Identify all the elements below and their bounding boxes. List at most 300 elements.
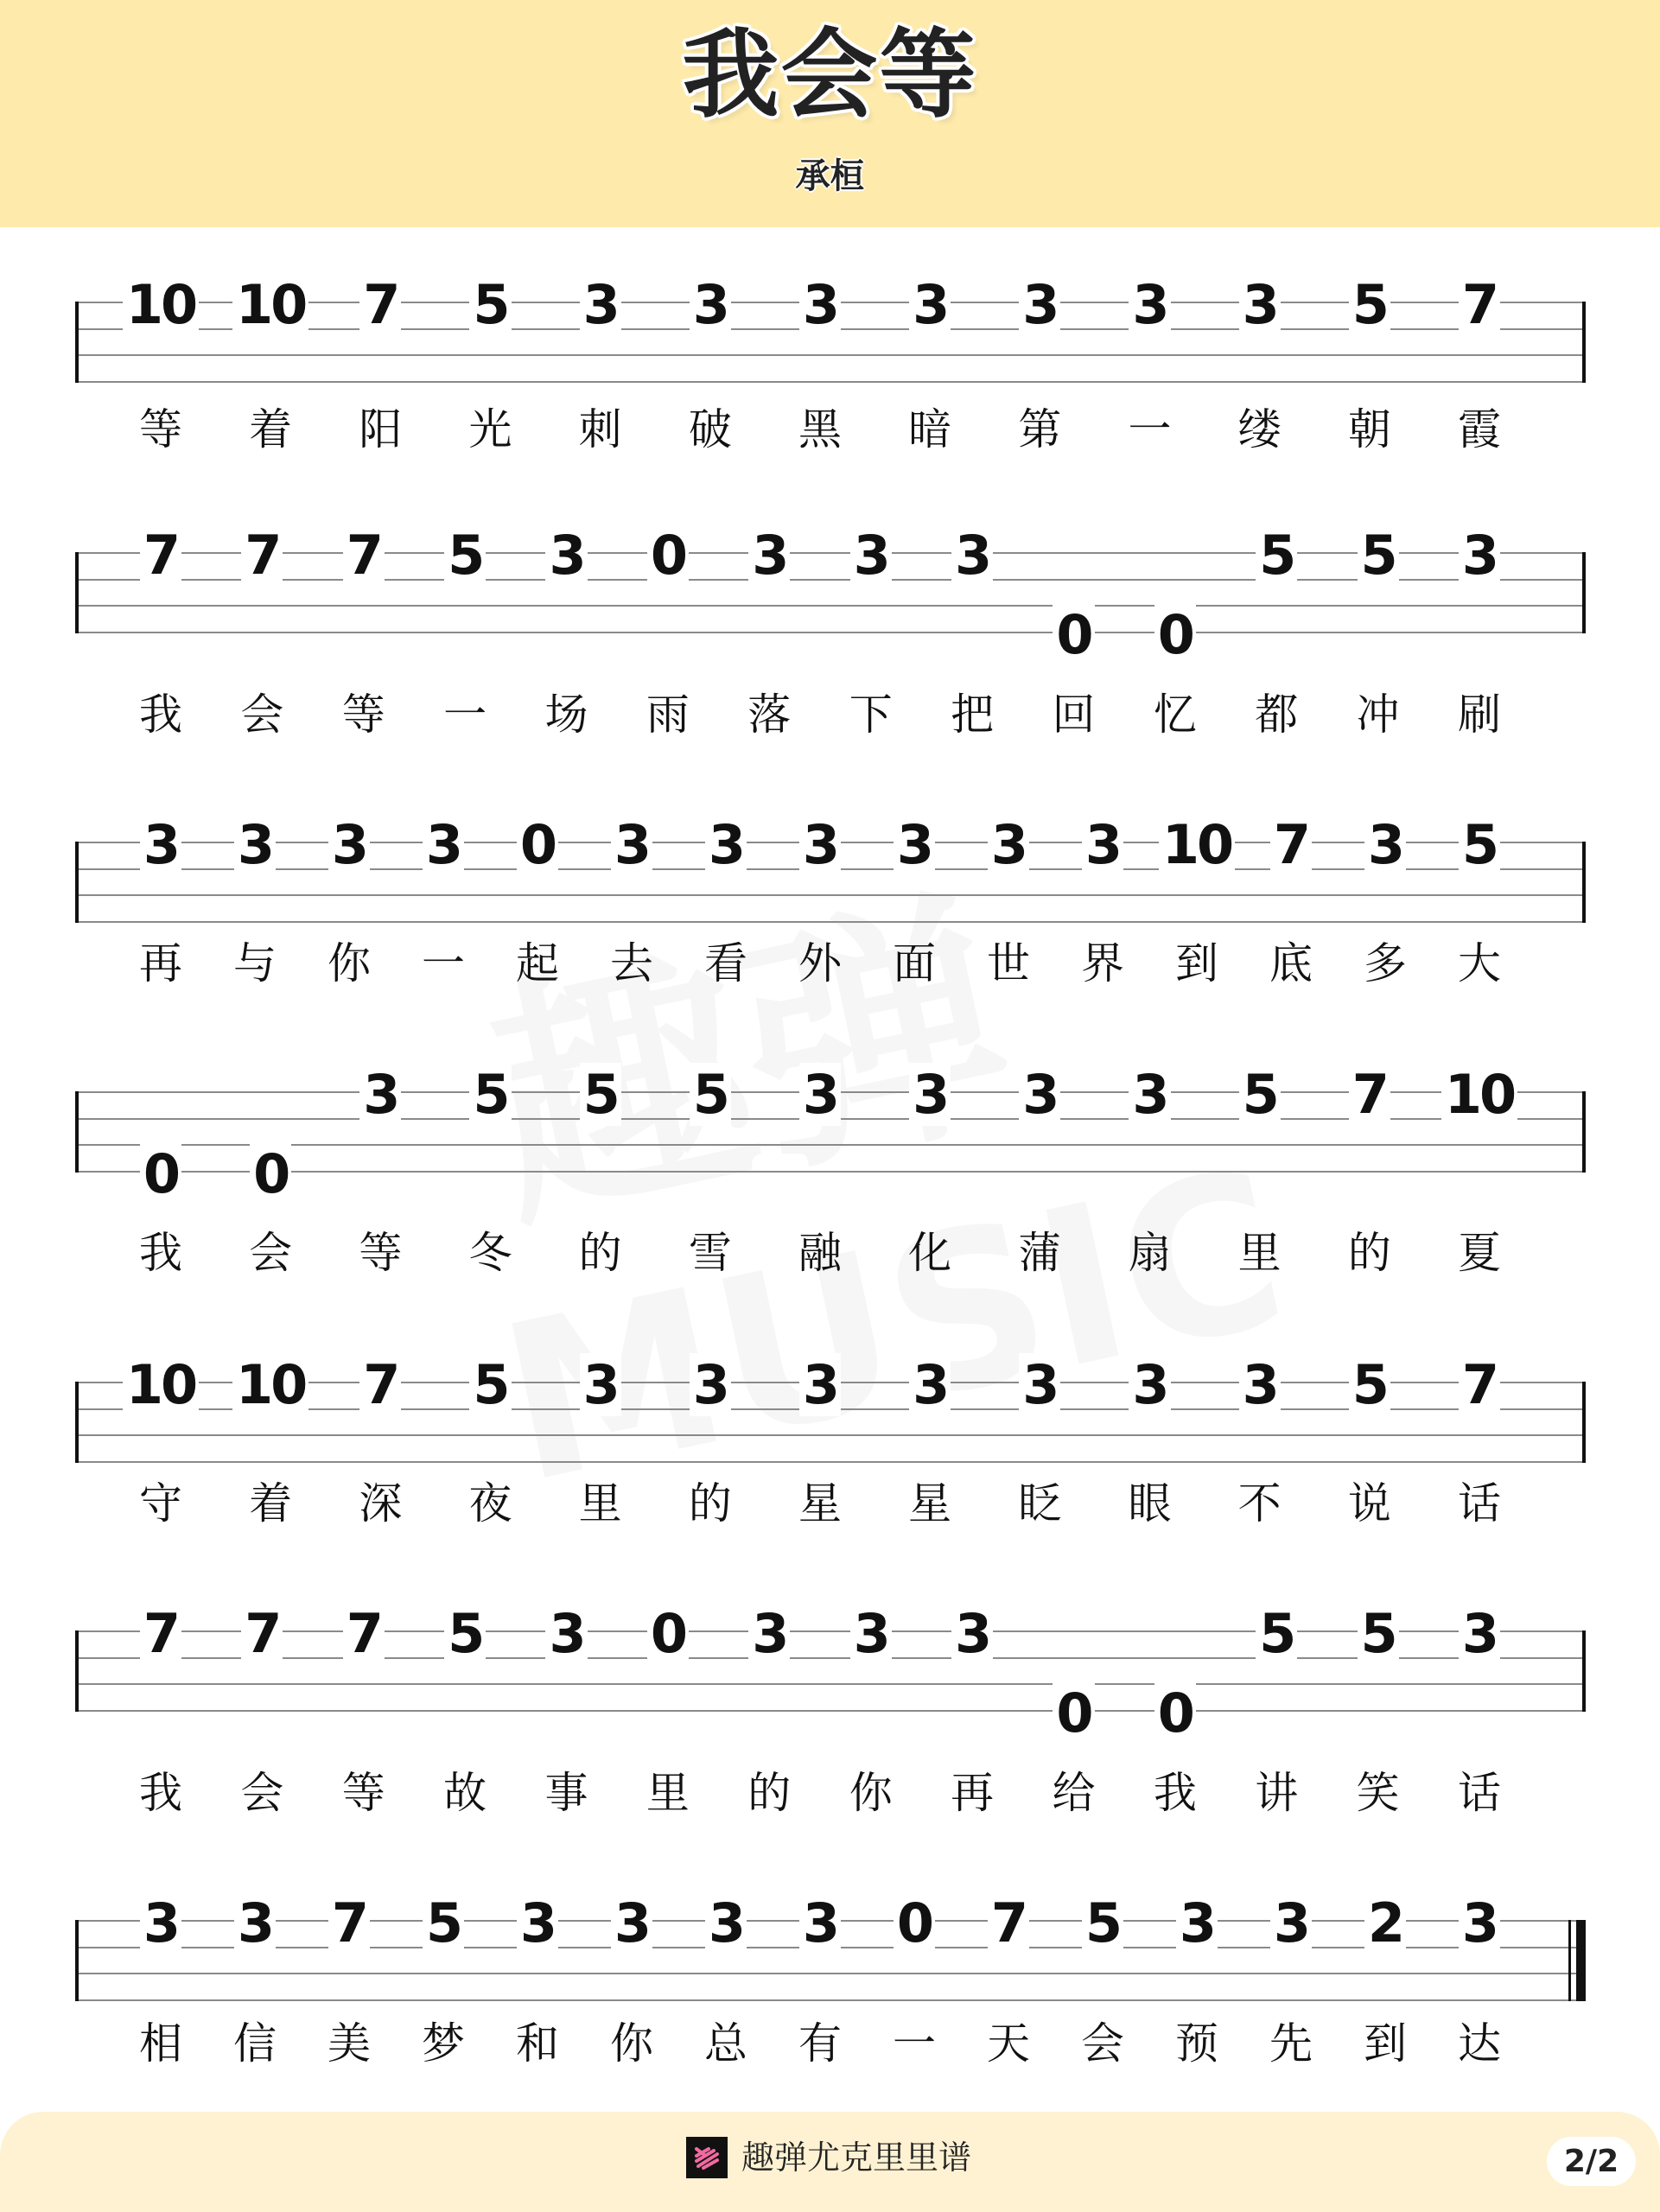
fret-number: 0 bbox=[894, 1891, 935, 1955]
tab-note bbox=[1001, 1353, 1078, 1416]
lyric-char: 把 bbox=[951, 690, 995, 740]
fret-number: 3 bbox=[234, 813, 276, 876]
tab-note bbox=[1331, 273, 1409, 336]
lyric-char: 夜 bbox=[468, 1478, 512, 1529]
lyric-char: 话 bbox=[1458, 1768, 1501, 1818]
lyric-char: 会 bbox=[249, 1228, 293, 1278]
tab-note bbox=[232, 1141, 309, 1205]
lyric-char: 雪 bbox=[688, 1228, 732, 1278]
tab-note bbox=[310, 813, 388, 876]
tab-note bbox=[426, 1602, 504, 1665]
lyric-char: 再 bbox=[139, 938, 182, 988]
lyric-char: 总 bbox=[704, 2018, 747, 2069]
fret-number: 7 bbox=[241, 524, 283, 587]
lyric-char: 光 bbox=[468, 404, 512, 454]
lyric-char: 多 bbox=[1364, 938, 1407, 988]
fret-number: 5 bbox=[1358, 524, 1399, 587]
staff-line bbox=[77, 1710, 1584, 1712]
tab-note bbox=[1111, 273, 1189, 336]
tab-note bbox=[891, 1063, 969, 1126]
watermark-text-bottom bbox=[484, 1122, 1304, 1531]
fret-number: 7 bbox=[343, 1602, 385, 1665]
tab-note bbox=[122, 1891, 200, 1955]
lyric-char: 会 bbox=[240, 690, 284, 740]
lyric-char: 眼 bbox=[1128, 1478, 1172, 1529]
lyric-char: 一 bbox=[1128, 404, 1172, 454]
lyric-char: 我 bbox=[139, 1228, 182, 1278]
tab-note bbox=[687, 813, 765, 876]
tab-note bbox=[122, 1353, 200, 1416]
tab-note bbox=[1331, 1353, 1409, 1416]
lyric-char: 相 bbox=[139, 2018, 182, 2069]
lyric-char: 事 bbox=[544, 1768, 588, 1818]
staff-line bbox=[77, 1144, 1584, 1146]
lyric-char: 夏 bbox=[1458, 1228, 1501, 1278]
lyric-char: 我 bbox=[1153, 1768, 1197, 1818]
tab-note bbox=[122, 273, 200, 336]
fret-number: 3 bbox=[909, 273, 951, 336]
lyric-char: 信 bbox=[233, 2018, 277, 2069]
fret-number: 7 bbox=[359, 273, 401, 336]
lyric-char: 故 bbox=[443, 1768, 487, 1818]
fret-number: 3 bbox=[611, 813, 652, 876]
tab-note bbox=[781, 1353, 859, 1416]
lyric-char: 下 bbox=[849, 690, 893, 740]
lyric-char: 说 bbox=[1347, 1478, 1391, 1529]
tab-note bbox=[122, 524, 200, 587]
tab-note bbox=[232, 273, 309, 336]
fret-number: 3 bbox=[1019, 273, 1060, 336]
lyric-char: 天 bbox=[987, 2018, 1030, 2069]
lyric-char: 破 bbox=[688, 404, 732, 454]
lyric-char: 再 bbox=[951, 1768, 995, 1818]
fret-number: 5 bbox=[1358, 1602, 1399, 1665]
barline-left bbox=[75, 302, 79, 383]
lyric-char: 你 bbox=[849, 1768, 893, 1818]
fret-number: 5 bbox=[444, 524, 486, 587]
tab-note bbox=[1441, 1063, 1518, 1126]
tab-note bbox=[122, 1141, 200, 1205]
lyric-char: 里 bbox=[646, 1768, 690, 1818]
fret-number: 3 bbox=[705, 813, 747, 876]
lyric-char: 不 bbox=[1237, 1478, 1282, 1529]
tab-note bbox=[933, 1602, 1011, 1665]
fret-number: 3 bbox=[1239, 273, 1281, 336]
fret-number: 3 bbox=[140, 813, 181, 876]
lyric-char: 你 bbox=[610, 2018, 653, 2069]
tab-note bbox=[452, 1353, 530, 1416]
tab-note bbox=[1001, 1063, 1078, 1126]
fret-number: 0 bbox=[140, 1142, 181, 1205]
lyric-char: 与 bbox=[233, 938, 277, 988]
lyric-char: 一 bbox=[893, 2018, 936, 2069]
tab-note bbox=[452, 1063, 530, 1126]
fret-number: 3 bbox=[894, 813, 935, 876]
tab-note bbox=[832, 1602, 910, 1665]
fret-number: 3 bbox=[517, 1891, 558, 1955]
fret-number: 5 bbox=[444, 1602, 486, 1665]
tab-note bbox=[1064, 813, 1142, 876]
tab-note bbox=[1331, 1063, 1409, 1126]
lyric-char: 外 bbox=[798, 938, 842, 988]
fret-number: 3 bbox=[423, 813, 464, 876]
fret-number: 3 bbox=[690, 273, 731, 336]
lyric-char: 深 bbox=[359, 1478, 403, 1529]
lyric-char: 的 bbox=[688, 1478, 732, 1529]
fret-number: 7 bbox=[343, 524, 385, 587]
tab-note bbox=[1034, 602, 1112, 666]
tab-note bbox=[1346, 1891, 1424, 1955]
tab-note bbox=[562, 1063, 639, 1126]
tab-note bbox=[122, 813, 200, 876]
tab-note bbox=[1237, 1602, 1315, 1665]
fret-number: 3 bbox=[1019, 1353, 1060, 1416]
fret-number: 3 bbox=[359, 1063, 401, 1126]
lyric-char: 到 bbox=[1364, 2018, 1407, 2069]
tab-note bbox=[1064, 1891, 1142, 1955]
lyric-char: 讲 bbox=[1255, 1768, 1299, 1818]
lyric-char: 达 bbox=[1458, 2018, 1501, 2069]
fret-number: 3 bbox=[580, 273, 621, 336]
lyric-char: 黑 bbox=[798, 404, 842, 454]
lyric-char: 都 bbox=[1255, 690, 1299, 740]
fret-number: 5 bbox=[1256, 524, 1297, 587]
lyric-char: 星 bbox=[798, 1478, 842, 1529]
barline-left bbox=[75, 1091, 79, 1173]
lyric-char: 起 bbox=[516, 938, 559, 988]
tab-note bbox=[528, 524, 606, 587]
tab-note bbox=[325, 524, 403, 587]
tab-note bbox=[1111, 1353, 1189, 1416]
fret-number: 3 bbox=[1082, 813, 1123, 876]
tab-note bbox=[671, 1063, 749, 1126]
fret-number: 5 bbox=[1256, 1602, 1297, 1665]
tab-note bbox=[781, 273, 859, 336]
lyric-char: 的 bbox=[578, 1228, 622, 1278]
tab-note bbox=[216, 1891, 294, 1955]
tab-note bbox=[687, 1891, 765, 1955]
fret-number: 0 bbox=[1154, 603, 1196, 666]
fret-number: 5 bbox=[1082, 1891, 1123, 1955]
lyric-char: 暗 bbox=[908, 404, 952, 454]
fret-number: 3 bbox=[850, 1602, 892, 1665]
lyric-char: 融 bbox=[798, 1228, 842, 1278]
lyric-char: 守 bbox=[139, 1478, 182, 1529]
lyric-char: 先 bbox=[1269, 2018, 1313, 2069]
fret-number: 3 bbox=[234, 1891, 276, 1955]
fret-number: 5 bbox=[469, 1353, 511, 1416]
tab-note bbox=[1237, 524, 1315, 587]
lyric-char: 美 bbox=[328, 2018, 371, 2069]
tab-note bbox=[216, 813, 294, 876]
fret-number: 0 bbox=[1154, 1681, 1196, 1745]
fret-number: 3 bbox=[1239, 1353, 1281, 1416]
song-title: 我会等 bbox=[682, 19, 978, 131]
staff-line bbox=[77, 381, 1584, 383]
lyric-char: 我 bbox=[139, 690, 182, 740]
fret-number: 3 bbox=[748, 1602, 790, 1665]
fret-number: 7 bbox=[1270, 813, 1312, 876]
tab-note bbox=[528, 1602, 606, 1665]
fret-number: 7 bbox=[328, 1891, 370, 1955]
lyric-char: 蒲 bbox=[1018, 1228, 1062, 1278]
tab-note bbox=[671, 1353, 749, 1416]
lyric-char: 和 bbox=[516, 2018, 559, 2069]
barline-right bbox=[1582, 1382, 1586, 1463]
tab-note bbox=[232, 1353, 309, 1416]
lyric-char: 给 bbox=[1052, 1768, 1096, 1818]
fret-number: 0 bbox=[250, 1142, 291, 1205]
fret-number: 5 bbox=[690, 1063, 731, 1126]
fret-number: 10 bbox=[1159, 813, 1235, 876]
fret-number: 3 bbox=[951, 1602, 993, 1665]
lyric-char: 刷 bbox=[1458, 690, 1501, 740]
tab-note bbox=[730, 1602, 808, 1665]
tab-note bbox=[629, 524, 707, 587]
staff-line bbox=[77, 1683, 1584, 1685]
tab-note bbox=[562, 273, 639, 336]
final-barline-thick bbox=[1576, 1920, 1586, 2001]
tab-note bbox=[404, 1891, 482, 1955]
fret-number: 3 bbox=[1459, 1891, 1500, 1955]
lyric-char: 冲 bbox=[1356, 690, 1400, 740]
fret-number: 10 bbox=[123, 273, 199, 336]
tab-note bbox=[1111, 1063, 1189, 1126]
fret-number: 5 bbox=[1349, 1353, 1390, 1416]
lyric-char: 一 bbox=[443, 690, 487, 740]
lyric-char: 第 bbox=[1018, 404, 1062, 454]
fret-number: 3 bbox=[690, 1353, 731, 1416]
lyric-char: 等 bbox=[359, 1228, 403, 1278]
fret-number: 5 bbox=[469, 1063, 511, 1126]
fret-number: 7 bbox=[359, 1353, 401, 1416]
tab-note bbox=[781, 813, 859, 876]
tab-note bbox=[1001, 273, 1078, 336]
fret-number: 5 bbox=[1459, 813, 1500, 876]
lyric-char: 等 bbox=[139, 404, 182, 454]
lyric-char: 去 bbox=[610, 938, 653, 988]
fret-number: 3 bbox=[1364, 813, 1406, 876]
staff-line bbox=[77, 632, 1584, 633]
staff-line bbox=[77, 894, 1584, 896]
tab-note bbox=[1136, 1681, 1214, 1745]
fret-number: 3 bbox=[799, 813, 841, 876]
barline-right bbox=[1582, 1630, 1586, 1712]
fret-number: 3 bbox=[705, 1891, 747, 1955]
fret-number: 3 bbox=[799, 1353, 841, 1416]
staff-line bbox=[77, 1461, 1584, 1463]
fret-number: 3 bbox=[1019, 1063, 1060, 1126]
fret-number: 3 bbox=[140, 1891, 181, 1955]
tab-note bbox=[341, 1353, 419, 1416]
fret-number: 3 bbox=[1459, 524, 1500, 587]
tab-note bbox=[1221, 1353, 1299, 1416]
fret-number: 7 bbox=[140, 1602, 181, 1665]
staff-line bbox=[77, 1434, 1584, 1436]
barline-right bbox=[1582, 302, 1586, 383]
tab-note bbox=[970, 1891, 1047, 1955]
tab-note bbox=[875, 1891, 953, 1955]
fret-number: 5 bbox=[580, 1063, 621, 1126]
fret-number: 0 bbox=[1053, 603, 1094, 666]
lyric-char: 忆 bbox=[1153, 690, 1197, 740]
tab-note bbox=[671, 273, 749, 336]
fret-number: 3 bbox=[328, 813, 370, 876]
tab-note bbox=[933, 524, 1011, 587]
tab-note bbox=[426, 524, 504, 587]
fret-number: 3 bbox=[799, 1063, 841, 1126]
tab-note bbox=[499, 813, 576, 876]
lyric-char: 等 bbox=[341, 690, 385, 740]
tab-note bbox=[1441, 273, 1518, 336]
fret-number: 5 bbox=[1349, 273, 1390, 336]
tab-note bbox=[1252, 1891, 1330, 1955]
tab-note bbox=[452, 273, 530, 336]
fret-number: 3 bbox=[799, 273, 841, 336]
fret-number: 3 bbox=[909, 1063, 951, 1126]
fret-number: 3 bbox=[1176, 1891, 1218, 1955]
barline-left bbox=[75, 1920, 79, 2001]
lyric-char: 大 bbox=[1458, 938, 1501, 988]
lyric-char: 里 bbox=[578, 1478, 622, 1529]
lyric-char: 星 bbox=[908, 1478, 952, 1529]
tab-note bbox=[629, 1602, 707, 1665]
fret-number: 7 bbox=[1459, 1353, 1500, 1416]
tab-note bbox=[730, 524, 808, 587]
fret-number: 0 bbox=[1053, 1681, 1094, 1745]
lyric-char: 我 bbox=[139, 1768, 182, 1818]
tab-note bbox=[499, 1891, 576, 1955]
final-barline-thin bbox=[1568, 1920, 1571, 2001]
lyric-char: 等 bbox=[341, 1768, 385, 1818]
lyric-char: 场 bbox=[544, 690, 588, 740]
barline-left bbox=[75, 1382, 79, 1463]
tab-note bbox=[593, 813, 671, 876]
tab-note bbox=[1221, 273, 1299, 336]
lyric-char: 看 bbox=[704, 938, 747, 988]
tab-note bbox=[781, 1891, 859, 1955]
tab-note bbox=[562, 1353, 639, 1416]
lyric-char: 雨 bbox=[646, 690, 690, 740]
quditan-logo-icon bbox=[686, 2137, 728, 2178]
header-banner bbox=[0, 0, 1660, 227]
barline-left bbox=[75, 842, 79, 923]
tab-note bbox=[1339, 1602, 1417, 1665]
tab-note bbox=[325, 1602, 403, 1665]
lyric-char: 的 bbox=[1347, 1228, 1391, 1278]
fret-number: 5 bbox=[1239, 1063, 1281, 1126]
tab-note bbox=[122, 1602, 200, 1665]
lyric-char: 化 bbox=[908, 1228, 952, 1278]
lyric-char: 回 bbox=[1052, 690, 1096, 740]
fret-number: 10 bbox=[232, 1353, 308, 1416]
tab-note bbox=[1441, 524, 1518, 587]
tab-note bbox=[1441, 1891, 1518, 1955]
lyric-char: 着 bbox=[249, 404, 293, 454]
fret-number: 5 bbox=[469, 273, 511, 336]
fret-number: 7 bbox=[1349, 1063, 1390, 1126]
tab-note bbox=[223, 524, 301, 587]
lyric-char: 梦 bbox=[422, 2018, 465, 2069]
fret-number: 0 bbox=[517, 813, 558, 876]
tab-note bbox=[1221, 1063, 1299, 1126]
tab-note bbox=[1034, 1681, 1112, 1745]
lyric-char: 有 bbox=[798, 2018, 842, 2069]
lyric-char: 到 bbox=[1175, 938, 1218, 988]
barline-right bbox=[1582, 552, 1586, 633]
fret-number: 3 bbox=[1129, 273, 1170, 336]
footer-bar bbox=[0, 2112, 1660, 2212]
lyric-char: 冬 bbox=[468, 1228, 512, 1278]
fret-number: 3 bbox=[580, 1353, 621, 1416]
fret-number: 3 bbox=[850, 524, 892, 587]
fret-number: 3 bbox=[799, 1891, 841, 1955]
lyric-char: 会 bbox=[240, 1768, 284, 1818]
lyric-char: 的 bbox=[747, 1768, 792, 1818]
lyric-char: 你 bbox=[328, 938, 371, 988]
lyric-char: 落 bbox=[747, 690, 792, 740]
tab-note bbox=[1136, 602, 1214, 666]
lyric-char: 阳 bbox=[359, 404, 403, 454]
lyric-char: 着 bbox=[249, 1478, 293, 1529]
fret-number: 3 bbox=[545, 1602, 587, 1665]
tab-note bbox=[1441, 1602, 1518, 1665]
lyric-char: 刺 bbox=[578, 404, 622, 454]
fret-number: 7 bbox=[988, 1891, 1029, 1955]
fret-number: 3 bbox=[1129, 1353, 1170, 1416]
lyric-char: 霞 bbox=[1458, 404, 1501, 454]
tab-note bbox=[1339, 524, 1417, 587]
fret-number: 0 bbox=[647, 1602, 689, 1665]
lyric-char: 笑 bbox=[1356, 1768, 1400, 1818]
tab-note bbox=[781, 1063, 859, 1126]
lyric-char: 会 bbox=[1081, 2018, 1124, 2069]
lyric-char: 界 bbox=[1081, 938, 1124, 988]
barline-right bbox=[1582, 1091, 1586, 1173]
fret-number: 3 bbox=[1459, 1602, 1500, 1665]
fret-number: 10 bbox=[1441, 1063, 1517, 1126]
brand-name: 趣弹尤克里里谱 bbox=[741, 2139, 972, 2177]
barline-right bbox=[1582, 842, 1586, 923]
fret-number: 5 bbox=[423, 1891, 464, 1955]
fret-number: 10 bbox=[123, 1353, 199, 1416]
tab-note bbox=[1346, 813, 1424, 876]
barline-left bbox=[75, 552, 79, 633]
lyric-char: 面 bbox=[893, 938, 936, 988]
page-indicator: 2/2 bbox=[1547, 2137, 1636, 2186]
tab-note bbox=[341, 1063, 419, 1126]
tab-note bbox=[891, 273, 969, 336]
fret-number: 3 bbox=[1270, 1891, 1312, 1955]
tab-note bbox=[891, 1353, 969, 1416]
tab-note bbox=[832, 524, 910, 587]
tab-note bbox=[341, 273, 419, 336]
tab-note bbox=[1158, 1891, 1236, 1955]
brand bbox=[686, 2137, 971, 2178]
artist-name: 承桓 bbox=[795, 156, 865, 196]
fret-number: 2 bbox=[1364, 1891, 1406, 1955]
lyric-char: 话 bbox=[1458, 1478, 1501, 1529]
tab-note bbox=[875, 813, 953, 876]
tab-note bbox=[1252, 813, 1330, 876]
staff-line bbox=[77, 354, 1584, 356]
tab-note bbox=[310, 1891, 388, 1955]
fret-number: 7 bbox=[241, 1602, 283, 1665]
lyric-char: 一 bbox=[422, 938, 465, 988]
lyric-char: 底 bbox=[1269, 938, 1313, 988]
fret-number: 7 bbox=[1459, 273, 1500, 336]
fret-number: 10 bbox=[232, 273, 308, 336]
